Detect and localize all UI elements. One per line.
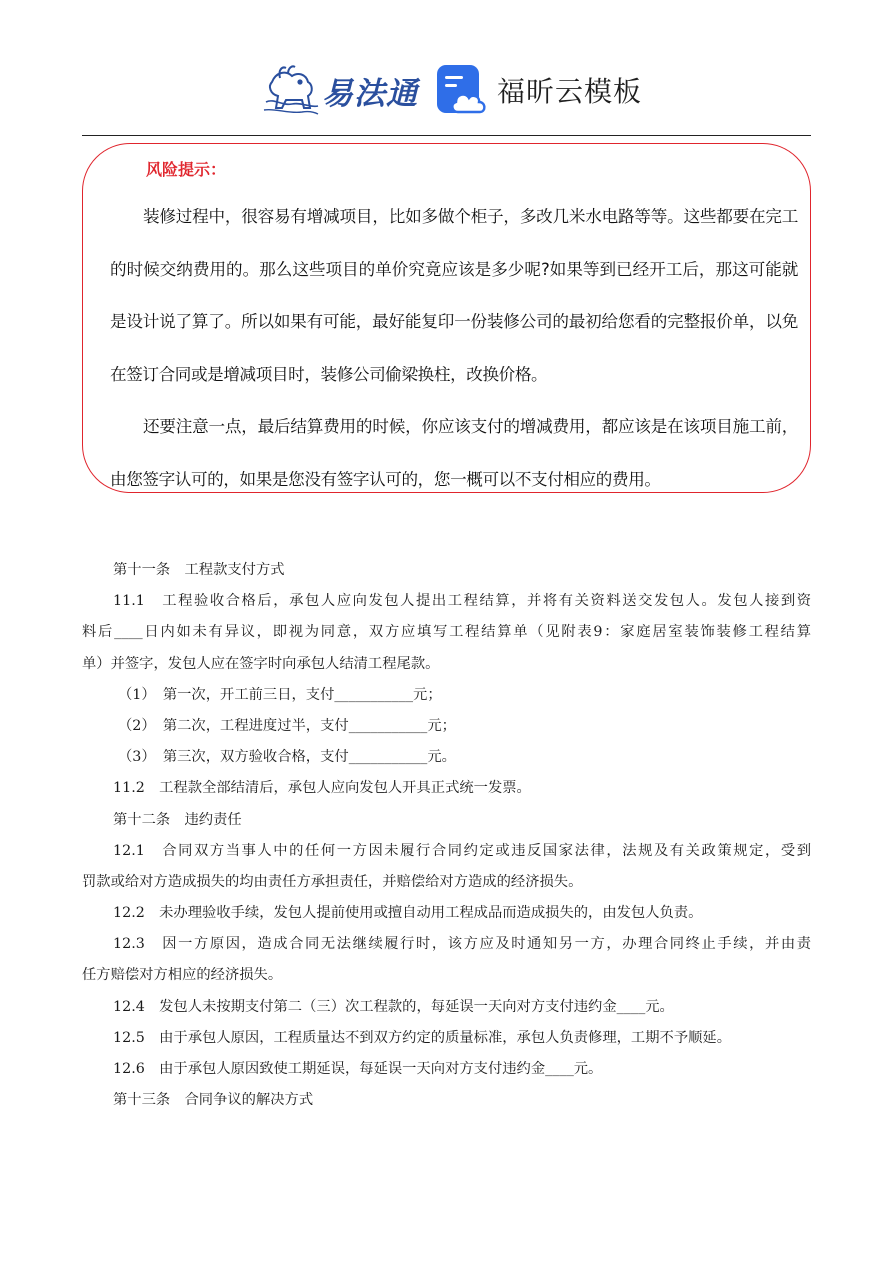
payment-item-3: （3） 第三次，双方验收合格，支付___________元。 [118,749,456,766]
clause-12-6: 12.6 由于承包人原因致使工期延误，每延误一天向对方支付违约金____元。 [113,1061,603,1077]
clause-11-1-line-3: 单）并签字，发包人应在签字时向承包人结清工程尾款。 [82,655,440,672]
risk-warning-box [82,143,811,493]
cloud-document-icon [436,64,488,116]
payment-item-2: （2） 第二次，工程进度过半，支付___________元； [118,717,456,734]
risk-paragraph-2: 还要注意一点，最后结算费用的时候，你应该支付的增减费用，都应该是在该项目施工前，由您签字认可的，如果是您没有签字认可的，您一概可以不支付相应的费用。 [110,417,798,489]
yifatong-logo [262,62,418,118]
clause-12-1-line-1: 12.1 合同双方当事人中的任何一方因未履行合同约定或违反国家法律，法规及有关政策规定，受到 [113,842,811,859]
clause-11-1-line-2: 料后____日内如未有异议，即视为同意，双方应填写工程结算单（见附表9：家庭居室装饰装修工程结算 [82,624,811,641]
article-11-heading: 第十一条 工程款支付方式 [113,562,285,578]
clause-12-3-line-2: 任方赔偿对方相应的经济损失。 [82,967,283,984]
clause-12-2: 12.2 未办理验收手续，发包人提前使用或擅自动用工程成品而造成损失的，由发包人负责。 [113,905,703,922]
fuxin-template-logo [436,64,642,116]
logo1-name: 易法通 [322,75,418,112]
qilin-logo-icon [262,62,320,118]
clause-12-1-line-2: 罚款或给对方造成损失的均由责任方承担责任，并赔偿给对方造成的经济损失。 [82,873,583,890]
clause-11-1-line-1: 11.1 工程验收合格后，承包人应向发包人提出工程结算，并将有关资料送交发包人。发包人接到资 [113,593,811,610]
clause-11-2: 11.2 工程款全部结清后，承包人应向发包人开具正式统一发票。 [113,780,531,797]
contract-body [82,555,811,1116]
risk-title: 风险提示： [146,160,227,179]
clause-12-5: 12.5 由于承包人原因，工程质量达不到双方约定的质量标准，承包人负责修理，工期不予顺延。 [113,1029,732,1046]
payment-item-1: （1） 第一次，开工前三日，支付___________元； [118,686,442,703]
clause-12-4: 12.4 发包人未按期支付第二（三）次工程款的，每延误一天向对方支付违约金____元。 [113,998,674,1015]
page-header [0,56,893,126]
article-12-heading: 第十二条 违约责任 [113,811,242,828]
logo2-name: 福昕云模板 [497,75,643,108]
clause-12-3-line-1: 12.3 因一方原因，造成合同无法继续履行时，该方应及时通知另一方，办理合同终止手续，并由责 [113,936,811,953]
article-13-heading: 第十三条 合同争议的解决方式 [113,1092,314,1109]
risk-paragraph-1: 装修过程中，很容易有增减项目，比如多做个柜子，多改几米水电路等等。这些都要在完工的时候交纳费用的。那么这些项目的单价究竟应该是多少呢?如果等到已经开工后，那这可能就是设计说了算了。所以如果有可能，最好能复印一份装修公司的最初给您看的完整报价单，以免在签订合同或是增减项目时，装修公司偷梁换柱，改换价格。 [110,207,798,384]
header-divider [82,135,811,136]
